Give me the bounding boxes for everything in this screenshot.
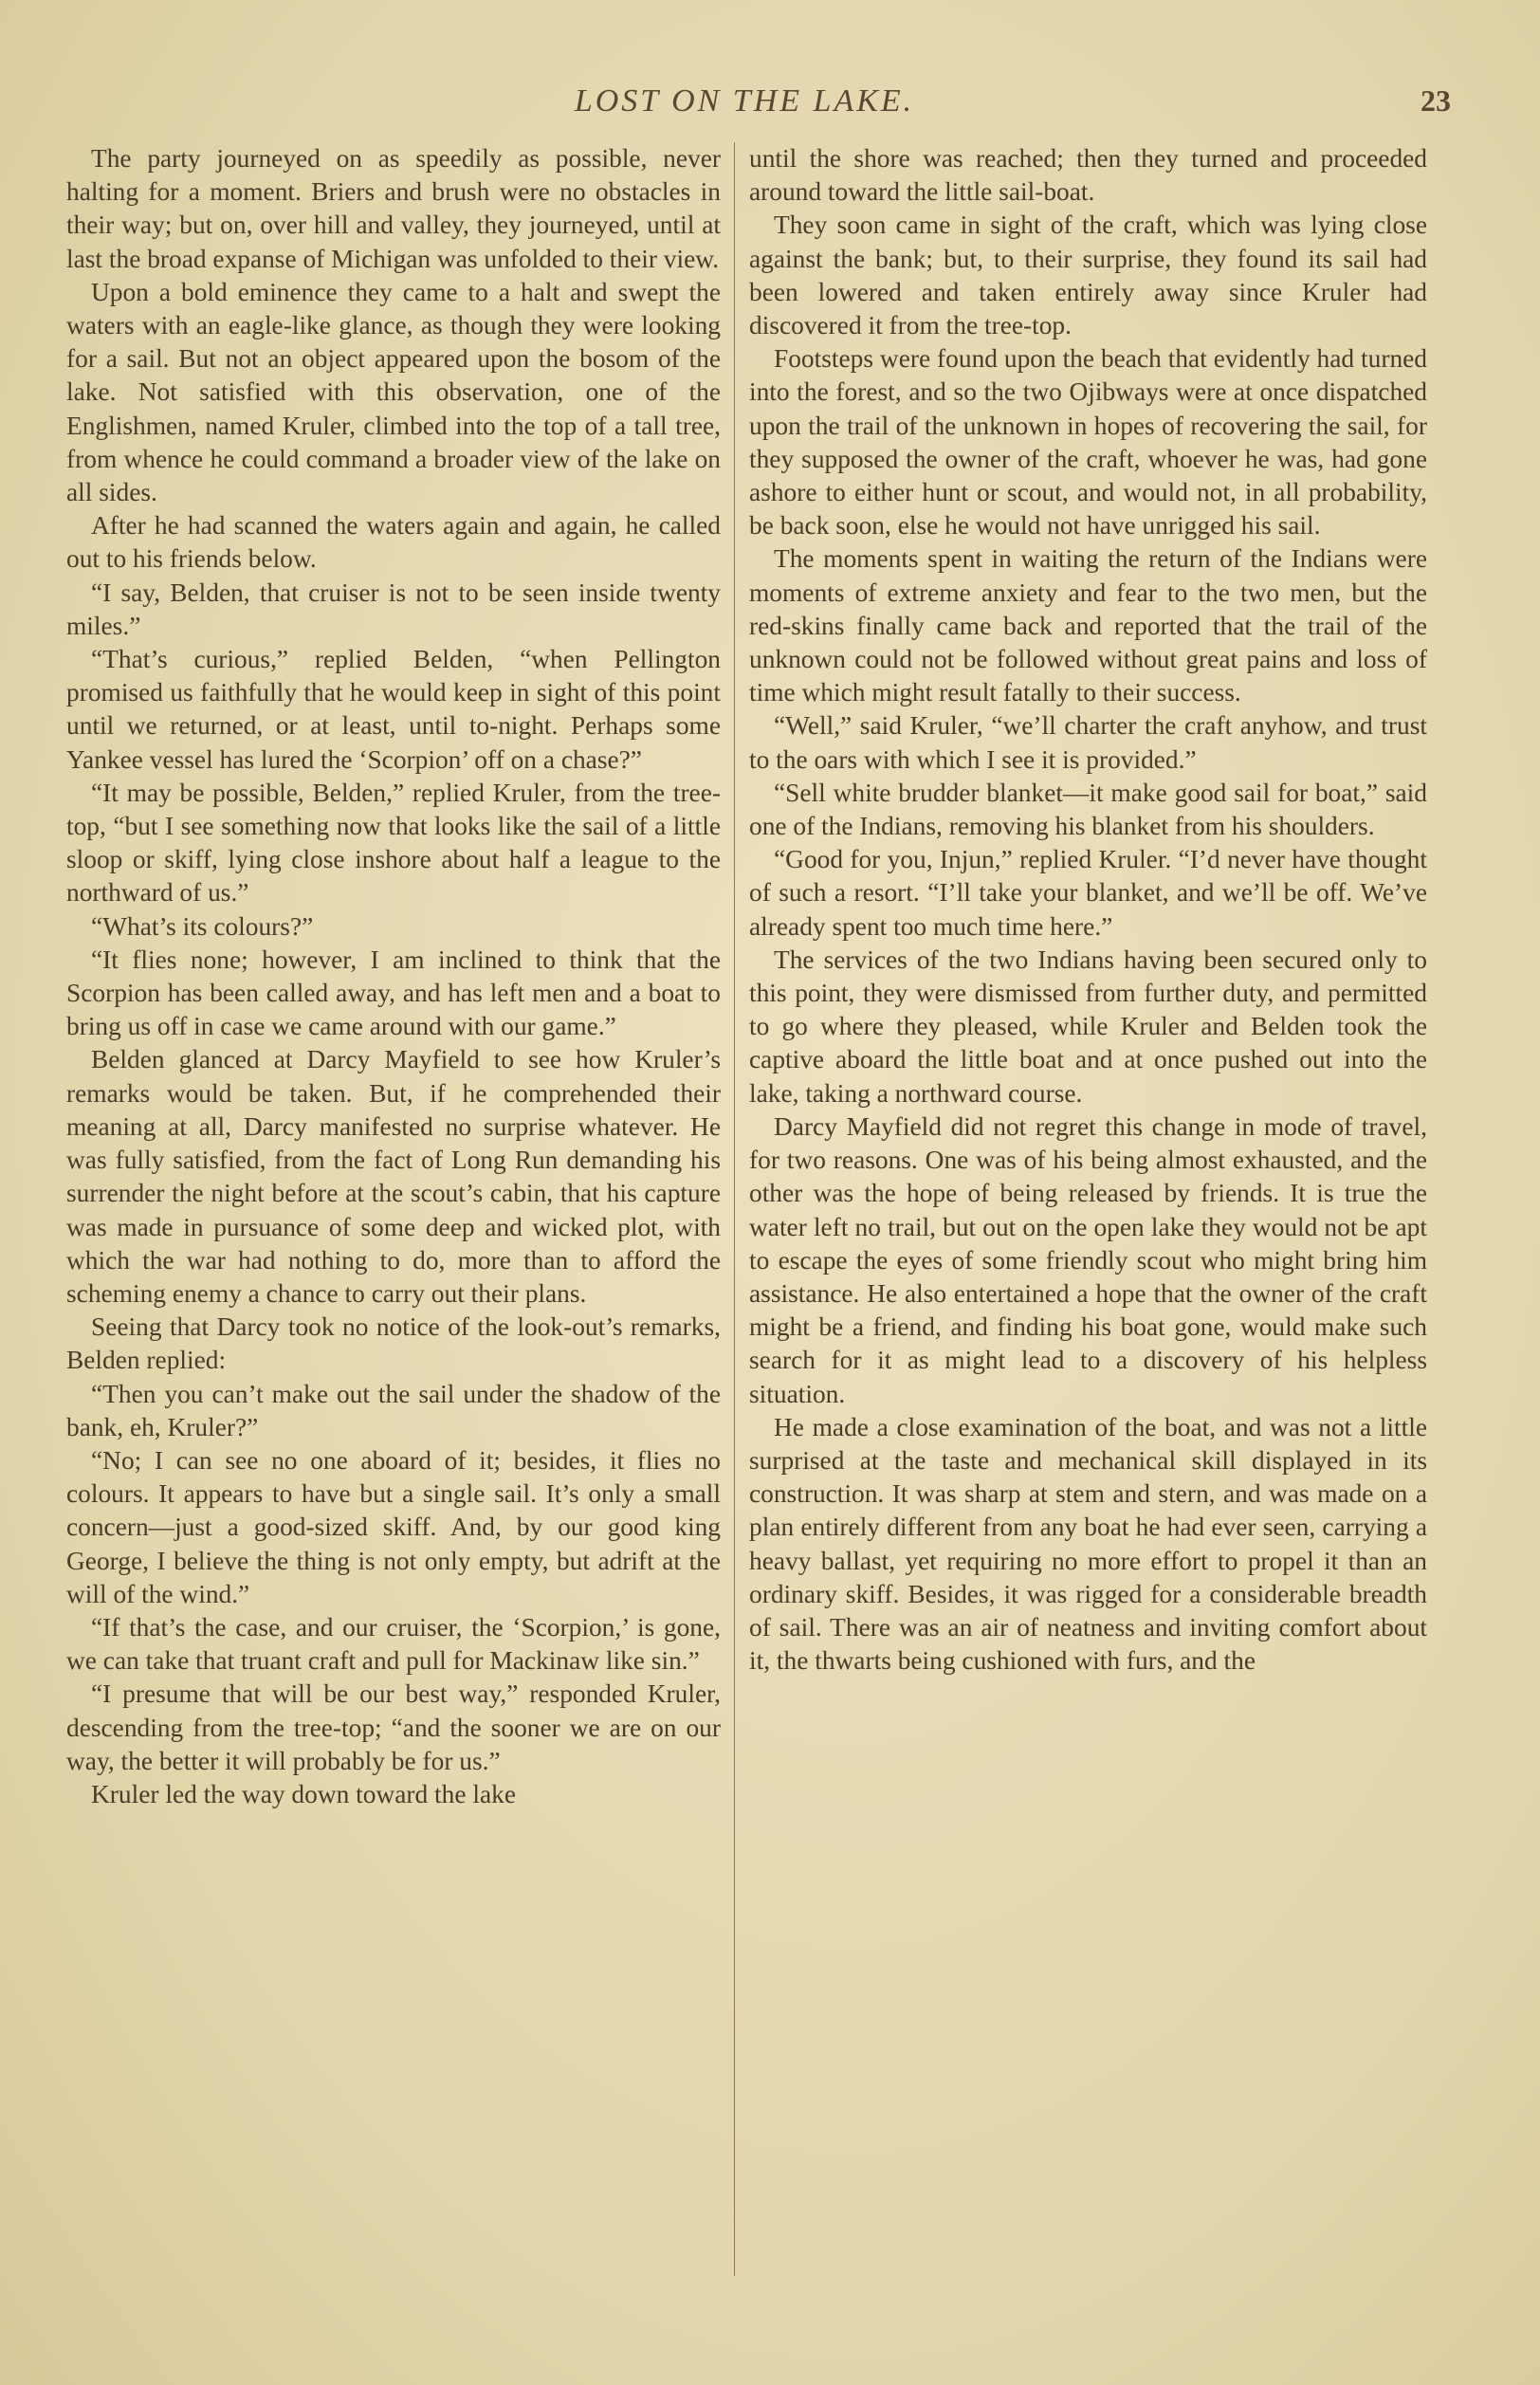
paragraph: “No; I can see no one aboard of it; besides, it flies no colours. It appears to have but a single sail. It’s only a small concern—just a good-sized skiff. And, by our good king George, I believe the thing is not only empty, but adrift at the will of the wind.”: [66, 1445, 721, 1608]
paragraph: Seeing that Darcy took no notice of the look-out’s remarks, Belden replied:: [66, 1312, 721, 1375]
paragraph-continuation: until the shore was reached; then they turned and proceeded around toward the little sail-boat.: [749, 144, 1427, 207]
paragraph: Footsteps were found upon the beach that evidently had turned into the forest, and so the two Ojibways were at once dispatched upon the trail of the unknown in hopes of recovering the sail, for they supposed the owner of the craft, whoever he was, had gone ashore to either hunt or scout, and would not, in all probability, be back soon, else he would not have unrigged his sail.: [749, 344, 1427, 541]
paragraph: Kruler led the way down toward the lake: [91, 1779, 516, 1808]
page-header: [0, 83, 1540, 131]
paragraph: He made a close examination of the boat, and was not a little surprised at the taste and mechanical skill displayed in its construction. It was sharp at stem and stern, and was made on a plan entirely different from any boat he had ever seen, carrying a heavy ballast, yet requiring no more effort to propel it than an ordinary skiff. Besides, it was rigged for a considerable breadth of sail. There was an air of neatness and inviting comfort about it, the thwarts being cushioned with furs, and the: [749, 1412, 1427, 1676]
paragraph: Upon a bold eminence they came to a halt and swept the waters with an eagle-like glance, as though they were looking for a sail. But not an object appeared upon the bosom of the lake. Not satisfied with this observation, one of the Englishmen, named Kruler, climbed into the top of a tall tree, from whence he could command a broader view of the lake on all sides.: [66, 277, 721, 507]
page-number: 23: [1421, 83, 1451, 118]
paragraph: “That’s curious,” replied Belden, “when Pellington promised us faithfully that he would keep in sight of this point until we returned, or at least, until to-night. Perhaps some Yankee vessel has lured the ‘Scorpion’ off on a chase?”: [66, 645, 721, 774]
paragraph: “Sell white brudder blanket—it make good sail for boat,” said one of the Indians, removing his blanket from his shoulders.: [749, 778, 1427, 841]
left-column: [66, 142, 721, 1811]
paragraph: The moments spent in waiting the return of the Indians were moments of extreme anxiety and fear to the two men, but the red-skins finally came back and reported that the trail of the unknown could not be followed without great pains and loss of time which might result fatally to their success.: [749, 544, 1427, 707]
paragraph: “It flies none; however, I am inclined to think that the Scorpion has been called away, and has left men and a boat to bring us off in case we came around with our game.”: [66, 945, 721, 1041]
paragraph: “Then you can’t make out the sail under the shadow of the bank, eh, Kruler?”: [66, 1379, 721, 1441]
paragraph: “What’s its colours?”: [91, 911, 314, 941]
paragraph: “I presume that will be our best way,” responded Kruler, descending from the tree-top; “and the sooner we are on our way, the better it will probably be for us.”: [66, 1679, 721, 1775]
column-divider: [734, 142, 735, 2276]
paragraph: “I say, Belden, that cruiser is not to be seen inside twenty miles.”: [66, 578, 721, 640]
paragraph: Darcy Mayfield did not regret this change in mode of travel, for two reasons. One was of his being almost exhausted, and the other was the hope of being released by friends. It is true the water left no trail, but out on the open lake they would not be apt to escape the eyes of some friendly scout who might bring him assistance. He also entertained a hope that the owner of the craft might be a friend, and finding his boat gone, would make such search for it as might lead to a discovery of his helpless situation.: [749, 1111, 1427, 1408]
paragraph: “Good for you, Injun,” replied Kruler. “I’d never have thought of such a resort. “I’ll take your blanket, and we’ll be off. We’ve already spent too much time here.”: [749, 845, 1427, 941]
paragraph: After he had scanned the waters again and again, he called out to his friends below.: [66, 511, 721, 574]
paragraph: The party journeyed on as speedily as possible, never halting for a moment. Briers and brush were no obstacles in their way; but on, over hill and valley, they journeyed, until at last the broad expanse of Michigan was unfolded to their view.: [66, 144, 721, 273]
right-column: [749, 142, 1427, 1678]
paragraph: They soon came in sight of the craft, which was lying close against the bank; but, to their surprise, they found its sail had been lowered and taken entirely away since Kruler had discovered it from the tree-top.: [749, 211, 1427, 340]
paragraph: “If that’s the case, and our cruiser, the ‘Scorpion,’ is gone, we can take that truant craft and pull for Mackinaw like sin.”: [66, 1612, 721, 1676]
running-title: LOST ON THE LAKE.: [574, 83, 915, 119]
paragraph: Belden glanced at Darcy Mayfield to see how Kruler’s remarks would be taken. But, if he comprehended their meaning at all, Darcy manifested no surprise whatever. He was fully satisfied, from the fact of Long Run demanding his surrender the night before at the scout’s cabin, that his capture was made in pursuance of some deep and wicked plot, with which the war had nothing to do, more than to afford the scheming enemy a chance to carry out their plans.: [66, 1045, 721, 1308]
paragraph: “Well,” said Kruler, “we’ll charter the craft anyhow, and trust to the oars with which I see it is provided.”: [749, 711, 1427, 774]
paragraph: The services of the two Indians having been secured only to this point, they were dismissed from further duty, and permitted to go where they pleased, while Kruler and Belden took the captive aboard the little boat and at once pushed out into the lake, taking a northward course.: [749, 945, 1427, 1108]
paragraph: “It may be possible, Belden,” replied Kruler, from the tree-top, “but I see something now that looks like the sail of a little sloop or skiff, lying close inshore about half a league to the northward of us.”: [66, 778, 721, 908]
